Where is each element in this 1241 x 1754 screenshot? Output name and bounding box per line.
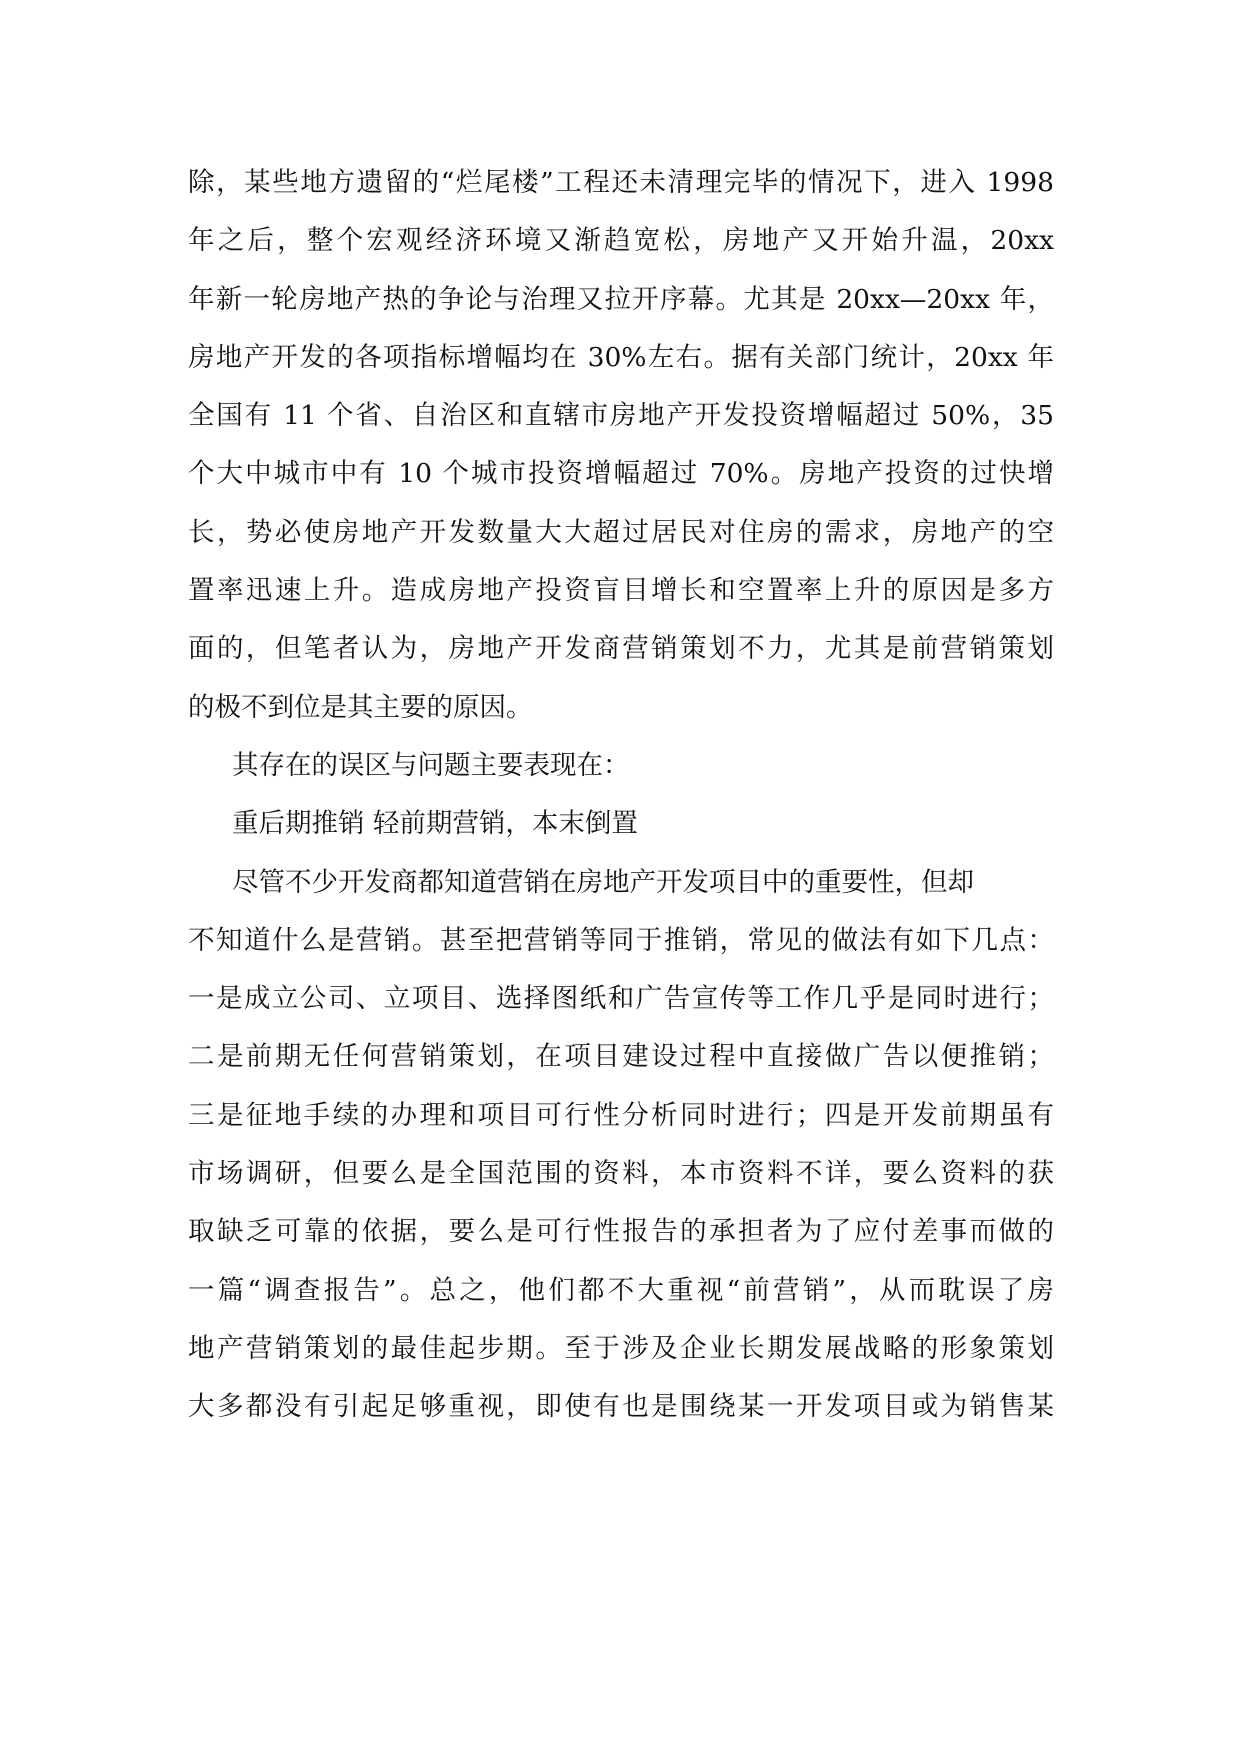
- text-line: 房地产开发的各项指标增幅均在 30%左右。据有关部门统计，20xx 年: [188, 341, 1054, 373]
- text-line: 除，某些地方遗留的“烂尾楼”工程还未清理完毕的情况下，进入 1998: [188, 167, 1054, 198]
- text-line: 置率迅速上升。造成房地产投资盲目增长和空置率上升的原因是多方: [188, 575, 1054, 607]
- text-line: 面的，但笔者认为，房地产开发商营销策划不力，尤其是前营销策划: [188, 633, 1054, 665]
- section-heading: 重后期推销 轻前期营销，本末倒置: [232, 808, 638, 840]
- text-line: 大多都没有引起足够重视，即使有也是围绕某一开发项目或为销售某: [188, 1391, 1054, 1423]
- text-line: 取缺乏可靠的依据，要么是可行性报告的承担者为了应付差事而做的: [188, 1216, 1054, 1248]
- text-line: 个大中城市中有 10 个城市投资增幅超过 70%。房地产投资的过快增: [188, 458, 1054, 490]
- text-line: 的极不到位是其主要的原因。: [188, 691, 533, 723]
- body-text: [188, 154, 1054, 1437]
- text-line: 不知道什么是营销。甚至把营销等同于推销，常见的做法有如下几点：: [188, 924, 1054, 956]
- text-line: 长，势必使房地产开发数量大大超过居民对住房的需求，房地产的空: [188, 516, 1054, 548]
- text-line: 一篇“调查报告”。总之，他们都不大重视“前营销”，从而耽误了房: [188, 1274, 1054, 1306]
- text-line: 市场调研，但要么是全国范围的资料，本市资料不详，要么资料的获: [188, 1158, 1054, 1190]
- text-line: 其存在的误区与问题主要表现在：: [232, 749, 630, 781]
- text-line: 年之后，整个宏观经济环境又渐趋宽松，房地产又开始升温，20xx: [188, 225, 1054, 257]
- text-line: 尽管不少开发商都知道营销在房地产开发项目中的重要性，但却: [232, 866, 974, 898]
- text-line: 二是前期无任何营销策划，在项目建设过程中直接做广告以便推销；: [188, 1041, 1054, 1073]
- text-line: 全国有 11 个省、自治区和直辖市房地产开发投资增幅超过 50%，35: [188, 400, 1054, 432]
- text-line: 三是征地手续的办理和项目可行性分析同时进行；四是开发前期虽有: [188, 1099, 1054, 1131]
- text-line: 地产营销策划的最佳起步期。至于涉及企业长期发展战略的形象策划: [188, 1332, 1054, 1364]
- text-line: 年新一轮房地产热的争论与治理又拉开序幕。尤其是 20xx—20xx 年，: [188, 283, 1054, 315]
- text-line: 一是成立公司、立项目、选择图纸和广告宣传等工作几乎是同时进行；: [188, 983, 1054, 1015]
